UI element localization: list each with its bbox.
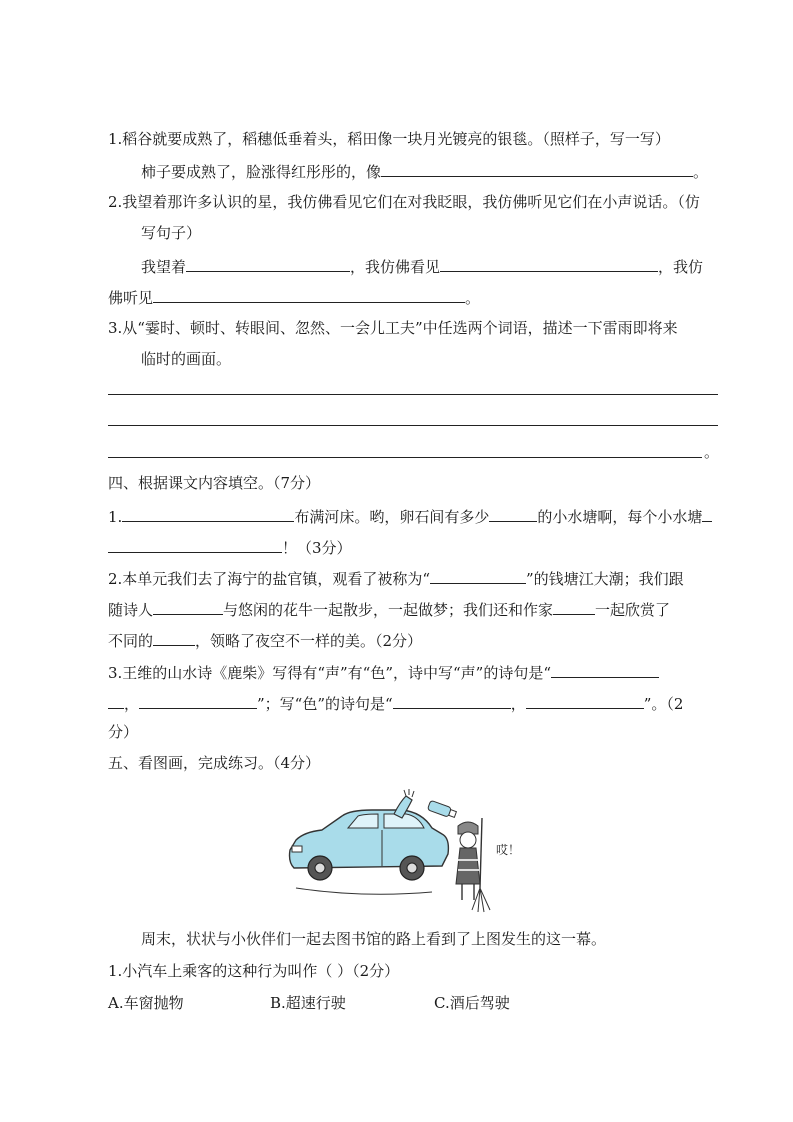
s4-q2-blank-3[interactable] xyxy=(553,598,595,615)
q3-end-mark: 。 xyxy=(704,443,720,461)
s4-q1-blank-3a[interactable] xyxy=(702,505,712,522)
s4-q3-line2: ， ”；写“色”的诗句是“ ， ”。（2 xyxy=(108,692,683,714)
s5-scenario: 周末，状状与小伙伴们一起去图书馆的路上看到了上图发生的这一幕。 xyxy=(141,930,607,948)
car-window-littering-illustration xyxy=(282,788,532,916)
q2-answer-line2: 佛听见 。 xyxy=(108,286,480,308)
s4-q3-blank-2[interactable] xyxy=(139,692,257,709)
s5-q1-prompt: 1.小汽车上乘客的这种行为叫作（ ）（2分） xyxy=(108,962,400,980)
s4-q2-line1: 2.本单元我们去了海宁的盐官镇，观看了被称为“ ”的钱塘江大潮；我们跟 xyxy=(108,567,684,589)
s4-q2-line2: 随诗人 与悠闲的花牛一起散步，一起做梦；我们还和作家 一起欣赏了 xyxy=(108,598,670,620)
q2-blank-1[interactable] xyxy=(186,255,350,272)
s4-q1-line2: ！（3分） xyxy=(108,536,352,558)
q2-prompt-line2: 写句子） xyxy=(141,224,202,242)
s4-q3-blank-4[interactable] xyxy=(526,692,644,709)
s4-q3-blank-1a[interactable] xyxy=(551,661,659,678)
option-b[interactable]: B.超速行驶 xyxy=(270,994,346,1012)
s4-q3-blank-3[interactable] xyxy=(393,692,511,709)
s4-q3-line1: 3.王维的山水诗《鹿柴》写得有“声”有“色”，诗中写“声”的诗句是“ xyxy=(108,661,659,683)
q2-blank-2[interactable] xyxy=(440,255,658,272)
thrown-bottle xyxy=(427,800,457,819)
q3-writing-line-2[interactable] xyxy=(108,425,718,426)
s4-q3-blank-1b[interactable] xyxy=(108,692,124,709)
q2-prompt-line1: 2.我望着那许多认识的星，我仿佛看见它们在对我眨眼，我仿佛听见它们在小声说话。（仿 xyxy=(108,193,700,211)
s4-q2-blank-4[interactable] xyxy=(153,629,195,646)
q3-writing-line-3[interactable] xyxy=(108,457,702,458)
option-a[interactable]: A.车窗抛物 xyxy=(108,994,184,1012)
s4-q2-line3: 不同的 ，领略了夜空不一样的美。（2分） xyxy=(108,629,422,651)
q3-writing-line-1[interactable] xyxy=(108,394,718,395)
s4-q1-line1: 1. 布满河床。哟，卵石间有多少 的小水塘啊，每个小水塘 xyxy=(108,505,712,527)
option-c[interactable]: C.酒后驾驶 xyxy=(434,994,510,1012)
s4-q1-blank-2[interactable] xyxy=(489,505,537,522)
s4-q3-line3: 分） xyxy=(108,723,139,741)
s4-q1-blank-3b[interactable] xyxy=(108,536,282,553)
sweeper-speech: 哎！ xyxy=(496,843,521,857)
q1-blank[interactable] xyxy=(381,160,693,177)
q1-prompt: 1.稻谷就要成熟了，稻穗低垂着头，稻田像一块月光镀亮的银毯。（照样子，写一写） xyxy=(108,130,670,148)
s4-q2-blank-1[interactable] xyxy=(430,567,526,584)
s4-q1-blank-1[interactable] xyxy=(122,505,294,522)
q2-answer-line1: 我望着 ，我仿佛看见 ，我仿 xyxy=(141,255,703,277)
q2-blank-3[interactable] xyxy=(153,286,465,303)
street-sweeper xyxy=(456,818,490,912)
s4-q2-blank-2[interactable] xyxy=(153,598,223,615)
section5-heading: 五、看图画，完成练习。（4分） xyxy=(108,754,321,772)
q1-answer-line: 柿子要成熟了，脸涨得红彤彤的，像 。 xyxy=(141,160,708,182)
q3-prompt-line2: 临时的画面。 xyxy=(141,350,232,368)
section4-heading: 四、根据课文内容填空。（7分） xyxy=(108,474,321,492)
q3-prompt-line1: 3.从“霎时、顿时、转眼间、忽然、一会儿工夫”中任选两个词语，描述一下雷雨即将来 xyxy=(108,319,678,337)
